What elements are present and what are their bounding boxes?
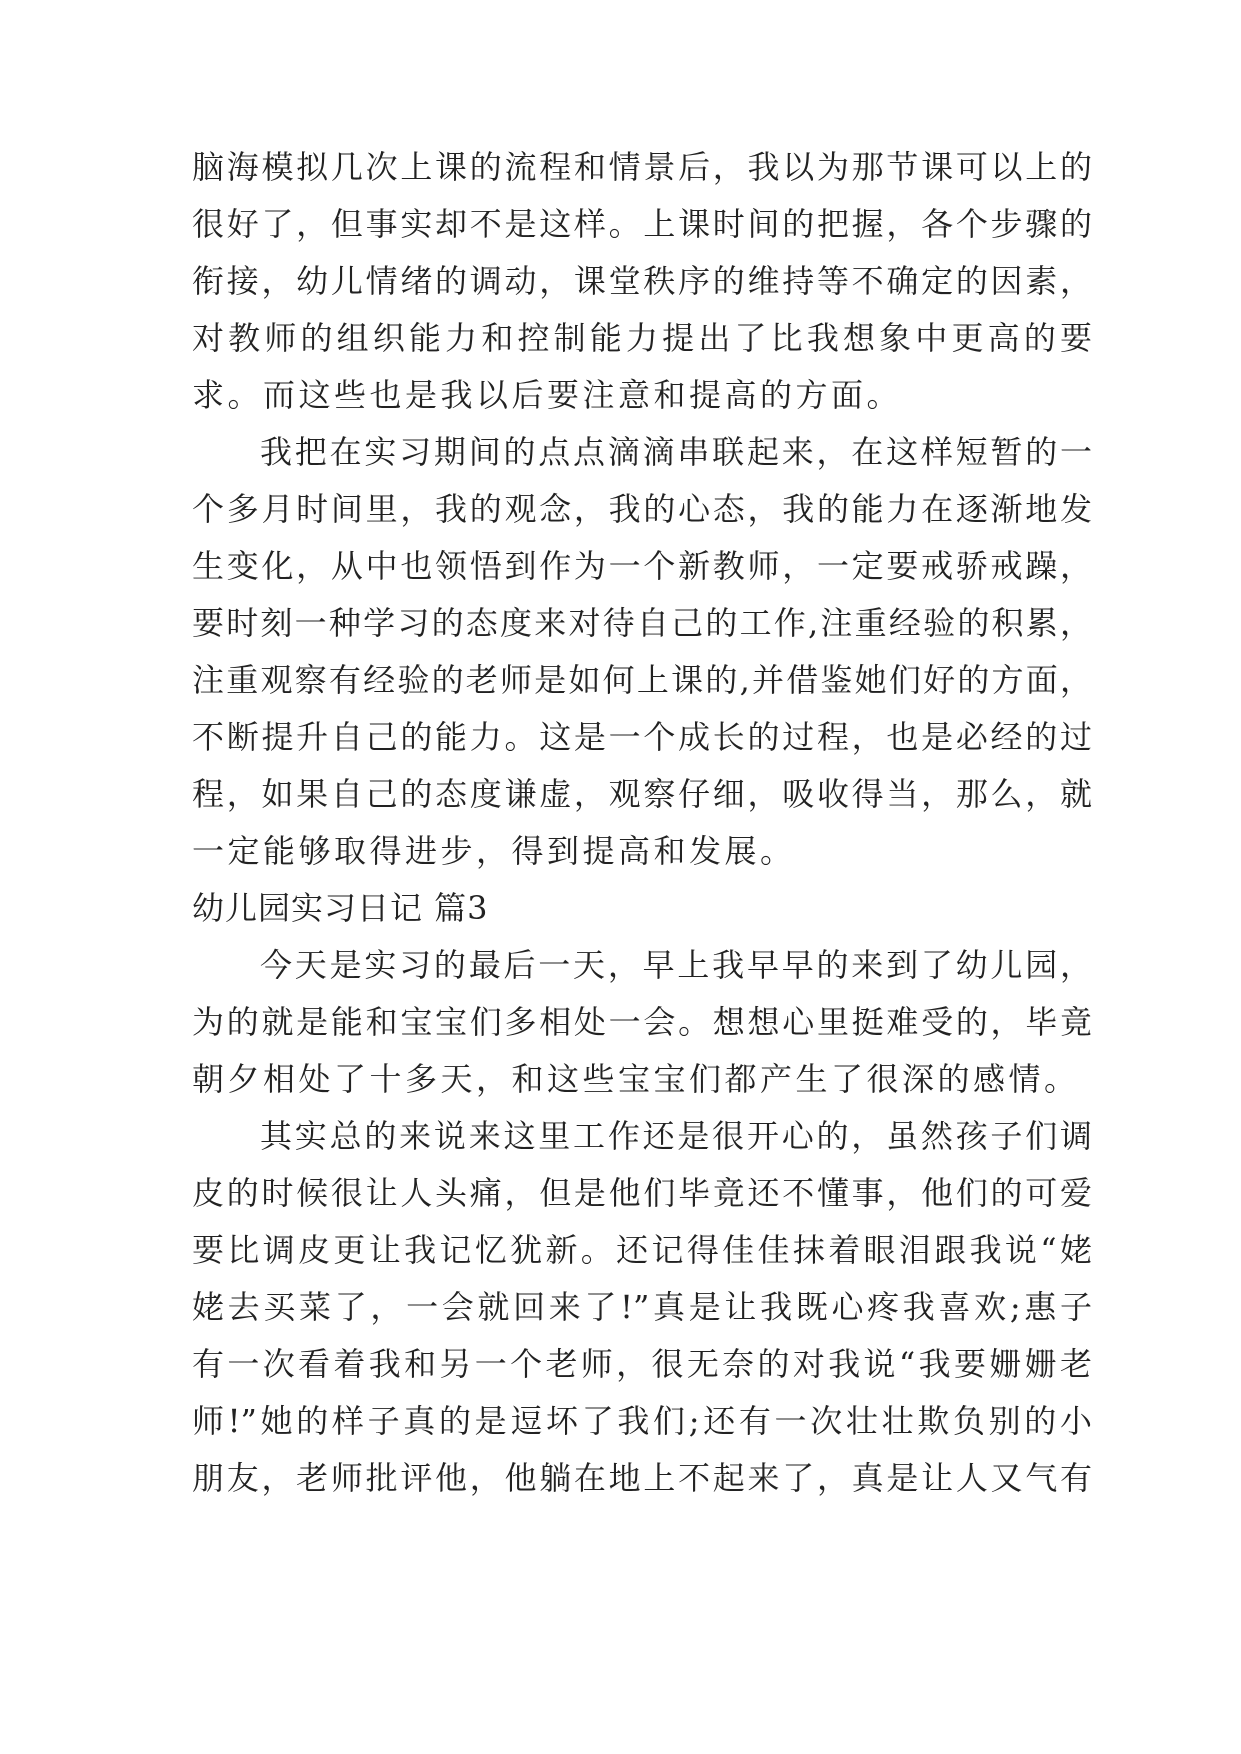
paragraph-2-line-7: 程，如果自己的态度谦虚，观察仔细，吸收得当，那么，就	[192, 775, 1092, 813]
paragraph-1-line-3: 衔接，幼儿情绪的调动，课堂秩序的维持等不确定的因素，	[192, 262, 1092, 300]
paragraph-2-line-3: 生变化，从中也领悟到作为一个新教师，一定要戒骄戒躁，	[192, 547, 1092, 585]
paragraph-2-line-4: 要时刻一种学习的态度来对待自己的工作,注重经验的积累，	[192, 604, 1092, 642]
paragraph-1-line-5: 求。而这些也是我以后要注意和提高的方面。	[192, 376, 903, 414]
paragraph-3-line-2: 为的就是能和宝宝们多相处一会。想想心里挺难受的，毕竟	[192, 1003, 1092, 1041]
paragraph-4-line-7: 朋友，老师批评他，他躺在地上不起来了，真是让人又气有	[192, 1459, 1092, 1497]
paragraph-1-line-1: 脑海模拟几次上课的流程和情景后，我以为那节课可以上的	[192, 148, 1092, 186]
paragraph-2-line-2: 个多月时间里，我的观念，我的心态，我的能力在逐渐地发	[192, 490, 1092, 528]
paragraph-3-line-1: 今天是实习的最后一天，早上我早早的来到了幼儿园，	[260, 946, 1092, 984]
paragraph-2-line-5: 注重观察有经验的老师是如何上课的,并借鉴她们好的方面，	[192, 661, 1092, 699]
paragraph-1-line-2: 很好了，但事实却不是这样。上课时间的把握，各个步骤的	[192, 205, 1092, 243]
paragraph-4-line-1: 其实总的来说来这里工作还是很开心的，虽然孩子们调	[260, 1117, 1092, 1155]
paragraph-1-line-4: 对教师的组织能力和控制能力提出了比我想象中更高的要	[192, 319, 1092, 357]
paragraph-4-line-3: 要比调皮更让我记忆犹新。还记得佳佳抹着眼泪跟我说“姥	[192, 1231, 1092, 1269]
paragraph-4-line-4: 姥去买菜了，一会就回来了!”真是让我既心疼我喜欢;惠子	[192, 1288, 1092, 1326]
paragraph-2-line-6: 不断提升自己的能力。这是一个成长的过程，也是必经的过	[192, 718, 1092, 756]
paragraph-4-line-2: 皮的时候很让人头痛，但是他们毕竟还不懂事，他们的可爱	[192, 1174, 1092, 1212]
paragraph-2-line-8: 一定能够取得进步，得到提高和发展。	[192, 832, 796, 870]
paragraph-4-line-5: 有一次看着我和另一个老师，很无奈的对我说“我要姗姗老	[192, 1345, 1092, 1383]
section-heading: 幼儿园实习日记 篇3	[192, 889, 489, 927]
paragraph-4-line-6: 师!”她的样子真的是逗坏了我们;还有一次壮壮欺负别的小	[192, 1402, 1092, 1440]
paragraph-2-line-1: 我把在实习期间的点点滴滴串联起来，在这样短暂的一	[260, 433, 1092, 471]
paragraph-3-line-3: 朝夕相处了十多天，和这些宝宝们都产生了很深的感情。	[192, 1060, 1080, 1098]
